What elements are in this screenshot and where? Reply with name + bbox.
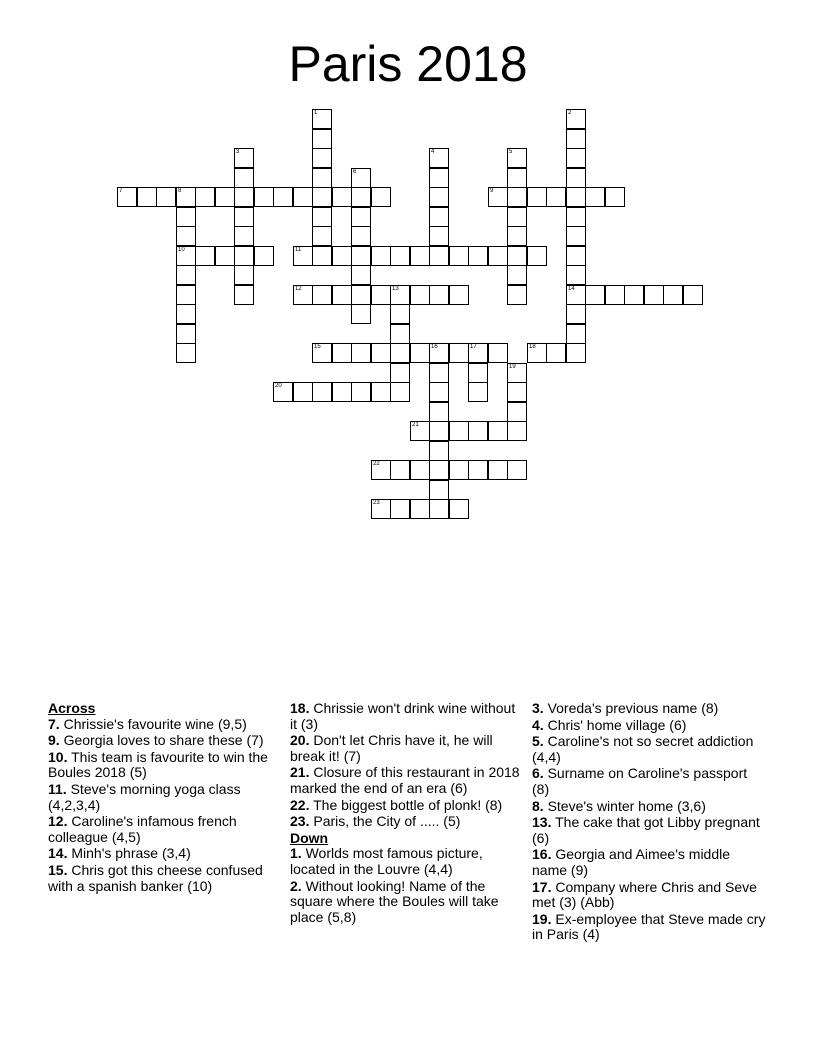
grid-cell[interactable] — [137, 187, 157, 207]
grid-cell[interactable] — [371, 499, 391, 519]
clue-down-13[interactable]: 13. The cake that got Libby pregnant (6) — [532, 814, 760, 846]
grid-cell[interactable] — [429, 382, 449, 402]
grid-cell[interactable] — [371, 382, 391, 402]
grid-cell[interactable] — [468, 460, 488, 480]
clue-across-11[interactable]: 11. Steve's morning yoga class (4,2,3,4) — [48, 780, 241, 813]
grid-cell[interactable] — [176, 285, 196, 305]
page-title: Paris 2018 — [288, 36, 528, 92]
clue-down-19[interactable]: 19. Ex-employee that Steve made cry in Paris (4) — [532, 910, 766, 943]
grid-cell[interactable] — [390, 363, 410, 383]
grid-cell[interactable] — [176, 265, 196, 285]
clue-number: 15 — [314, 344, 321, 350]
grid-cell[interactable] — [429, 285, 449, 305]
grid-cell[interactable] — [293, 246, 313, 266]
grid-cell[interactable] — [390, 246, 410, 266]
clue-down-1[interactable]: 1. Worlds most famous picture, located in the Louvre (4,4) — [290, 845, 483, 877]
grid-cell[interactable] — [429, 402, 449, 422]
grid-cell[interactable] — [293, 382, 313, 402]
grid-cell[interactable] — [176, 343, 196, 363]
grid-cell[interactable] — [566, 148, 586, 168]
grid-cell[interactable] — [195, 246, 215, 266]
grid-cell[interactable] — [351, 207, 371, 227]
grid-cell[interactable] — [429, 168, 449, 188]
grid-cell[interactable] — [488, 460, 508, 480]
grid-cell[interactable] — [351, 285, 371, 305]
clue-across-10[interactable]: 10. This team is favourite to win the Boules 2018 (5) — [48, 748, 268, 781]
grid-cell[interactable] — [273, 187, 293, 207]
grid-cell[interactable] — [410, 285, 430, 305]
grid-cell[interactable] — [410, 246, 430, 266]
clue-number: 4 — [431, 149, 435, 155]
grid-cell[interactable] — [507, 382, 527, 402]
clue-across-18[interactable]: 18. Chrissie won't drink wine without it (3) — [290, 700, 516, 732]
grid-cell[interactable] — [390, 343, 410, 363]
clue-down-8[interactable]: 8. Steve's winter home (3,6) — [532, 797, 706, 814]
grid-cell[interactable] — [566, 324, 586, 344]
grid-cell[interactable] — [332, 285, 352, 305]
clue-number: 14 — [568, 286, 575, 292]
grid-cell[interactable] — [468, 363, 488, 383]
clue-number: 7 — [119, 188, 123, 194]
grid-cell[interactable] — [507, 402, 527, 422]
clue-number: 6 — [353, 169, 357, 175]
grid-cell[interactable] — [683, 285, 703, 305]
grid-cell[interactable] — [566, 207, 586, 227]
grid-cell[interactable] — [546, 187, 566, 207]
grid-cell[interactable] — [566, 265, 586, 285]
grid-cell[interactable] — [390, 382, 410, 402]
grid-cell[interactable] — [566, 246, 586, 266]
grid-cell[interactable] — [195, 187, 215, 207]
grid-cell[interactable] — [234, 168, 254, 188]
grid-cell[interactable] — [488, 187, 508, 207]
clue-number: 13 — [392, 286, 399, 292]
clue-number: 21 — [412, 422, 419, 428]
grid-cell[interactable] — [507, 187, 527, 207]
grid-cell[interactable] — [624, 285, 644, 305]
grid-cell[interactable] — [566, 226, 586, 246]
grid-cell[interactable] — [410, 499, 430, 519]
grid-cell[interactable] — [449, 343, 469, 363]
grid-cell[interactable] — [410, 343, 430, 363]
grid-cell[interactable] — [351, 304, 371, 324]
grid-cell[interactable] — [585, 285, 605, 305]
grid-cell[interactable] — [468, 246, 488, 266]
clue-number: 18 — [529, 344, 536, 350]
grid-cell[interactable] — [371, 343, 391, 363]
grid-cell[interactable] — [371, 246, 391, 266]
grid-cell[interactable] — [215, 187, 235, 207]
grid-cell[interactable] — [429, 246, 449, 266]
grid-cell[interactable] — [234, 207, 254, 227]
clue-across-21[interactable]: 21. Closure of this restaurant in 2018 marked the end of an era (6) — [290, 764, 520, 796]
grid-cell[interactable] — [507, 168, 527, 188]
clue-across-12[interactable]: 12. Caroline's infamous french colleague (4,5) — [48, 813, 237, 845]
grid-cell[interactable] — [332, 246, 352, 266]
grid-cell[interactable] — [429, 226, 449, 246]
grid-cell[interactable] — [176, 226, 196, 246]
grid-cell[interactable] — [429, 441, 449, 461]
grid-cell[interactable] — [156, 187, 176, 207]
grid-cell[interactable] — [234, 187, 254, 207]
grid-cell[interactable] — [312, 246, 332, 266]
grid-cell[interactable] — [410, 460, 430, 480]
grid-cell[interactable] — [468, 382, 488, 402]
grid-cell[interactable] — [488, 246, 508, 266]
clue-down-2[interactable]: 2. Without looking! Name of the square where the Boules will take place (5,8) — [290, 877, 499, 925]
clue-across-7[interactable]: 7. Chrissie's favourite wine (9,5) — [48, 715, 247, 732]
grid-cell[interactable] — [507, 421, 527, 441]
grid-cell[interactable] — [312, 382, 332, 402]
clue-number: 2 — [568, 110, 572, 116]
clue-across-14[interactable]: 14. Minh's phrase (3,4) — [48, 845, 191, 862]
grid-cell[interactable] — [176, 324, 196, 344]
clue-column-2 — [290, 701, 520, 926]
grid-cell[interactable] — [566, 285, 586, 305]
grid-cell[interactable] — [312, 187, 332, 207]
clue-column-1 — [48, 701, 273, 895]
grid-cell[interactable] — [293, 187, 313, 207]
grid-cell[interactable] — [605, 285, 625, 305]
across-heading: Across — [48, 700, 96, 716]
clue-number: 22 — [373, 461, 380, 467]
clue-number: 3 — [236, 149, 240, 155]
clue-column-3 — [532, 701, 767, 944]
clue-across-9[interactable]: 9. Georgia loves to share these (7) — [48, 732, 264, 749]
grid-cell[interactable] — [254, 187, 274, 207]
clue-down-3[interactable]: 3. Voreda's previous name (8) — [532, 700, 719, 716]
grid-cell[interactable] — [312, 129, 332, 149]
grid-cell[interactable] — [429, 421, 449, 441]
grid-cell[interactable] — [273, 382, 293, 402]
grid-cell[interactable] — [332, 382, 352, 402]
grid-cell[interactable] — [605, 187, 625, 207]
grid-cell[interactable] — [234, 246, 254, 266]
grid-cell[interactable] — [254, 246, 274, 266]
grid-cell[interactable] — [507, 207, 527, 227]
grid-cell[interactable] — [332, 187, 352, 207]
grid-cell[interactable] — [351, 187, 371, 207]
clue-number: 23 — [373, 500, 380, 506]
grid-cell[interactable] — [234, 265, 254, 285]
grid-cell[interactable] — [351, 226, 371, 246]
clue-number: 11 — [295, 247, 302, 253]
grid-cell[interactable] — [312, 168, 332, 188]
grid-cell[interactable] — [312, 148, 332, 168]
grid-cell[interactable] — [507, 265, 527, 285]
grid-cell[interactable] — [117, 187, 137, 207]
grid-cell[interactable] — [488, 421, 508, 441]
grid-cell[interactable] — [390, 499, 410, 519]
clue-down-16[interactable]: 16. Georgia and Aimee's middle name (9) — [532, 846, 731, 878]
grid-cell[interactable] — [527, 343, 547, 363]
grid-cell[interactable] — [390, 304, 410, 324]
grid-cell[interactable] — [566, 187, 586, 207]
grid-cell[interactable] — [371, 285, 391, 305]
grid-cell[interactable] — [351, 246, 371, 266]
clue-across-15[interactable]: 15. Chris got this cheese confused with a spanish banker (10) — [48, 861, 263, 894]
grid-cell[interactable] — [507, 285, 527, 305]
grid-cell[interactable] — [234, 148, 254, 168]
clue-number: 1 — [314, 110, 318, 116]
clue-number: 17 — [470, 344, 477, 350]
grid-cell[interactable] — [429, 363, 449, 383]
grid-cell[interactable] — [507, 363, 527, 383]
grid-cell[interactable] — [644, 285, 664, 305]
clue-down-17[interactable]: 17. Company where Chris and Seve met (3) (Abb) — [532, 878, 757, 911]
grid-cell[interactable] — [371, 460, 391, 480]
clue-number: 19 — [509, 364, 516, 370]
grid-cell[interactable] — [449, 246, 469, 266]
grid-cell[interactable] — [429, 499, 449, 519]
grid-cell[interactable] — [566, 304, 586, 324]
clue-across-23[interactable]: 23. Paris, the City of ..... (5) — [290, 813, 461, 830]
grid-cell[interactable] — [527, 246, 547, 266]
grid-cell[interactable] — [312, 285, 332, 305]
clue-number: 8 — [178, 188, 182, 194]
grid-cell[interactable] — [234, 226, 254, 246]
down-heading: Down — [290, 829, 329, 846]
clue-number: 9 — [490, 188, 494, 194]
grid-cell[interactable] — [566, 109, 586, 129]
grid-cell[interactable] — [390, 324, 410, 344]
clue-down-4[interactable]: 4. Chris' home village (6) — [532, 716, 687, 733]
grid-cell[interactable] — [332, 343, 352, 363]
grid-cell[interactable] — [488, 343, 508, 363]
grid-cell[interactable] — [312, 343, 332, 363]
grid-cell[interactable] — [390, 285, 410, 305]
grid-cell[interactable] — [312, 109, 332, 129]
clue-number: 10 — [178, 247, 185, 253]
grid-cell[interactable] — [449, 460, 469, 480]
grid-cell[interactable] — [176, 246, 196, 266]
grid-cell[interactable] — [429, 480, 449, 500]
grid-cell[interactable] — [234, 285, 254, 305]
grid-cell[interactable] — [351, 343, 371, 363]
grid-cell[interactable] — [293, 285, 313, 305]
clue-number: 12 — [295, 286, 302, 292]
grid-cell[interactable] — [468, 343, 488, 363]
grid-cell[interactable] — [429, 148, 449, 168]
grid-cell[interactable] — [449, 285, 469, 305]
clue-across-20[interactable]: 20. Don't let Chris have it, he will break it! (7) — [290, 732, 493, 764]
grid-cell[interactable] — [176, 304, 196, 324]
grid-cell[interactable] — [429, 207, 449, 227]
grid-cell[interactable] — [215, 246, 235, 266]
grid-cell[interactable] — [507, 460, 527, 480]
grid-cell[interactable] — [449, 499, 469, 519]
grid-cell[interactable] — [429, 343, 449, 363]
grid-cell[interactable] — [390, 460, 410, 480]
clue-across-22[interactable]: 22. The biggest bottle of plonk! (8) — [290, 796, 503, 813]
grid-cell[interactable] — [507, 148, 527, 168]
clue-number: 5 — [509, 149, 513, 155]
clue-down-5[interactable]: 5. Caroline's not so secret addiction (4,4) — [532, 733, 754, 765]
grid-cell[interactable] — [351, 168, 371, 188]
grid-cell[interactable] — [566, 343, 586, 363]
grid-cell[interactable] — [312, 226, 332, 246]
grid-cell[interactable] — [566, 129, 586, 149]
grid-cell[interactable] — [527, 187, 547, 207]
grid-cell[interactable] — [351, 382, 371, 402]
grid-cell[interactable] — [468, 421, 488, 441]
grid-cell[interactable] — [663, 285, 683, 305]
grid-cell[interactable] — [351, 265, 371, 285]
grid-cell[interactable] — [585, 187, 605, 207]
grid-cell[interactable] — [507, 226, 527, 246]
grid-cell[interactable] — [176, 187, 196, 207]
grid-cell[interactable] — [312, 207, 332, 227]
clue-down-6[interactable]: 6. Surname on Caroline's passport (8) — [532, 765, 748, 797]
grid-cell[interactable] — [507, 246, 527, 266]
clue-number: 20 — [275, 383, 282, 389]
grid-cell[interactable] — [429, 187, 449, 207]
grid-cell[interactable] — [449, 421, 469, 441]
grid-cell[interactable] — [176, 207, 196, 227]
grid-cell[interactable] — [371, 187, 391, 207]
grid-cell[interactable] — [429, 460, 449, 480]
grid-cell[interactable] — [566, 168, 586, 188]
grid-cell[interactable] — [410, 421, 430, 441]
clue-number: 16 — [431, 344, 438, 350]
grid-cell[interactable] — [546, 343, 566, 363]
